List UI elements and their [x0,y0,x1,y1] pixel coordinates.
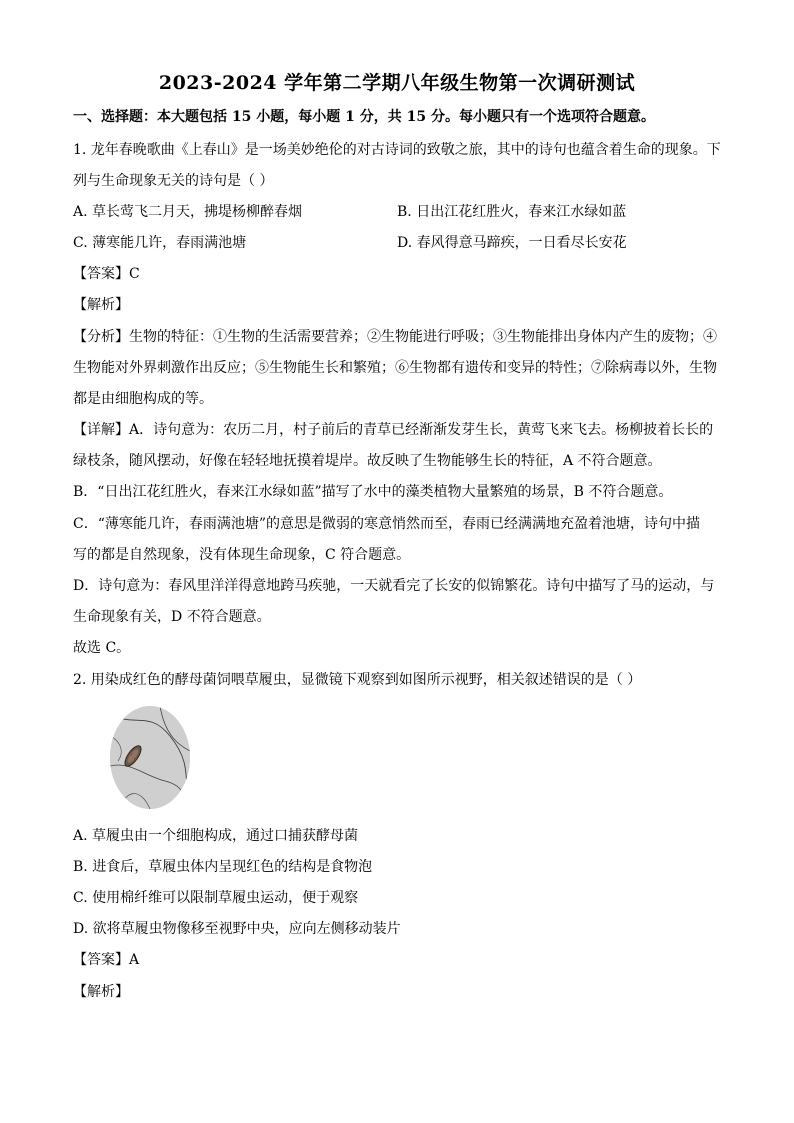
q1-detail-line-2: 绿枝条，随风摆动，好像在轻轻地抚摸着堤岸。故反映了生物能够生长的特征，A 不符合题意。 [73,453,662,469]
q2-stem: 2. 用染成红色的酵母菌饲喂草履虫，显微镜下观察到如图所示视野，相关叙述错误的是（ ） [73,672,642,688]
q1-detail-line-4: C．“薄寒能几许，春雨满池塘”的意思是微弱的寒意悄然而至，春雨已经满满地充盈着池塘，诗句中描 [73,516,701,532]
section-heading: 一、选择题：本大题包括 15 小题，每小题 1 分，共 15 分。每小题只有一个选项符合题意。 [73,109,655,125]
q1-fenxi-line-2: 生物能对外界刺激作出反应；⑤生物能生长和繁殖；⑥生物都有遗传和变异的特性；⑦除病毒以外，生物 [73,360,717,376]
q2-option-b: B. 进食后，草履虫体内呈现红色的结构是食物泡 [73,859,373,875]
q1-detail-line-1: 【详解】A．诗句意为：农历二月，村子前后的青草已经渐渐发芽生长，黄莺飞来飞去。杨柳披着长长的 [73,422,714,438]
q1-stem-line-2: 列与生命现象无关的诗句是（ ） [73,173,274,189]
q1-final: 故选 C。 [73,640,131,656]
q1-analysis-label: 【解析】 [73,297,129,313]
q1-option-c: C. 薄寒能几许，春雨满池塘 [73,235,247,251]
q1-answer: 【答案】C [73,266,140,282]
q2-option-d: D. 欲将草履虫物像移至视野中央，应向左侧移动装片 [73,921,401,937]
q1-fenxi-line-1: 【分析】生物的特征：①生物的生活需要营养；②生物能进行呼吸；③生物能排出身体内产生的废物；④ [73,329,717,345]
q1-option-a: A. 草长莺飞二月天，拂堤杨柳醉春烟 [73,204,303,220]
q1-option-b: B. 日出江花红胜火，春来江水绿如蓝 [397,204,627,220]
page-title: 2023-2024 学年第二学期八年级生物第一次调研测试 [158,72,636,94]
microscope-view-image [110,706,190,809]
q1-fenxi-line-3: 都是由细胞构成的等。 [73,391,213,407]
q1-stem-line-1: 1. 龙年春晚歌曲《上春山》是一场美妙绝伦的对古诗词的致敬之旅，其中的诗句也蕴含着生命的现象。下 [73,142,721,158]
q2-analysis-label: 【解析】 [73,984,129,1000]
q1-detail-line-7: 生命现象有关，D 不符合题意。 [73,609,271,625]
q2-option-c: C. 使用棉纤维可以限制草履虫运动，便于观察 [73,890,359,906]
q1-detail-line-6: D．诗句意为：春风里洋洋得意地跨马疾驰，一天就看完了长安的似锦繁花。诗句中描写了马的运动，与 [73,578,715,594]
q1-detail-line-3: B．“日出江花红胜火，春来江水绿如蓝”描写了水中的藻类植物大量繁殖的场景，B 不符合题意。 [73,484,673,500]
q2-option-a: A. 草履虫由一个细胞构成，通过口捕获酵母菌 [73,828,359,844]
q2-answer: 【答案】A [73,952,140,968]
q1-detail-line-5: 写的都是自然现象，没有体现生命现象，C 符合题意。 [73,547,411,563]
q1-option-d: D. 春风得意马蹄疾，一日看尽长安花 [397,235,627,251]
